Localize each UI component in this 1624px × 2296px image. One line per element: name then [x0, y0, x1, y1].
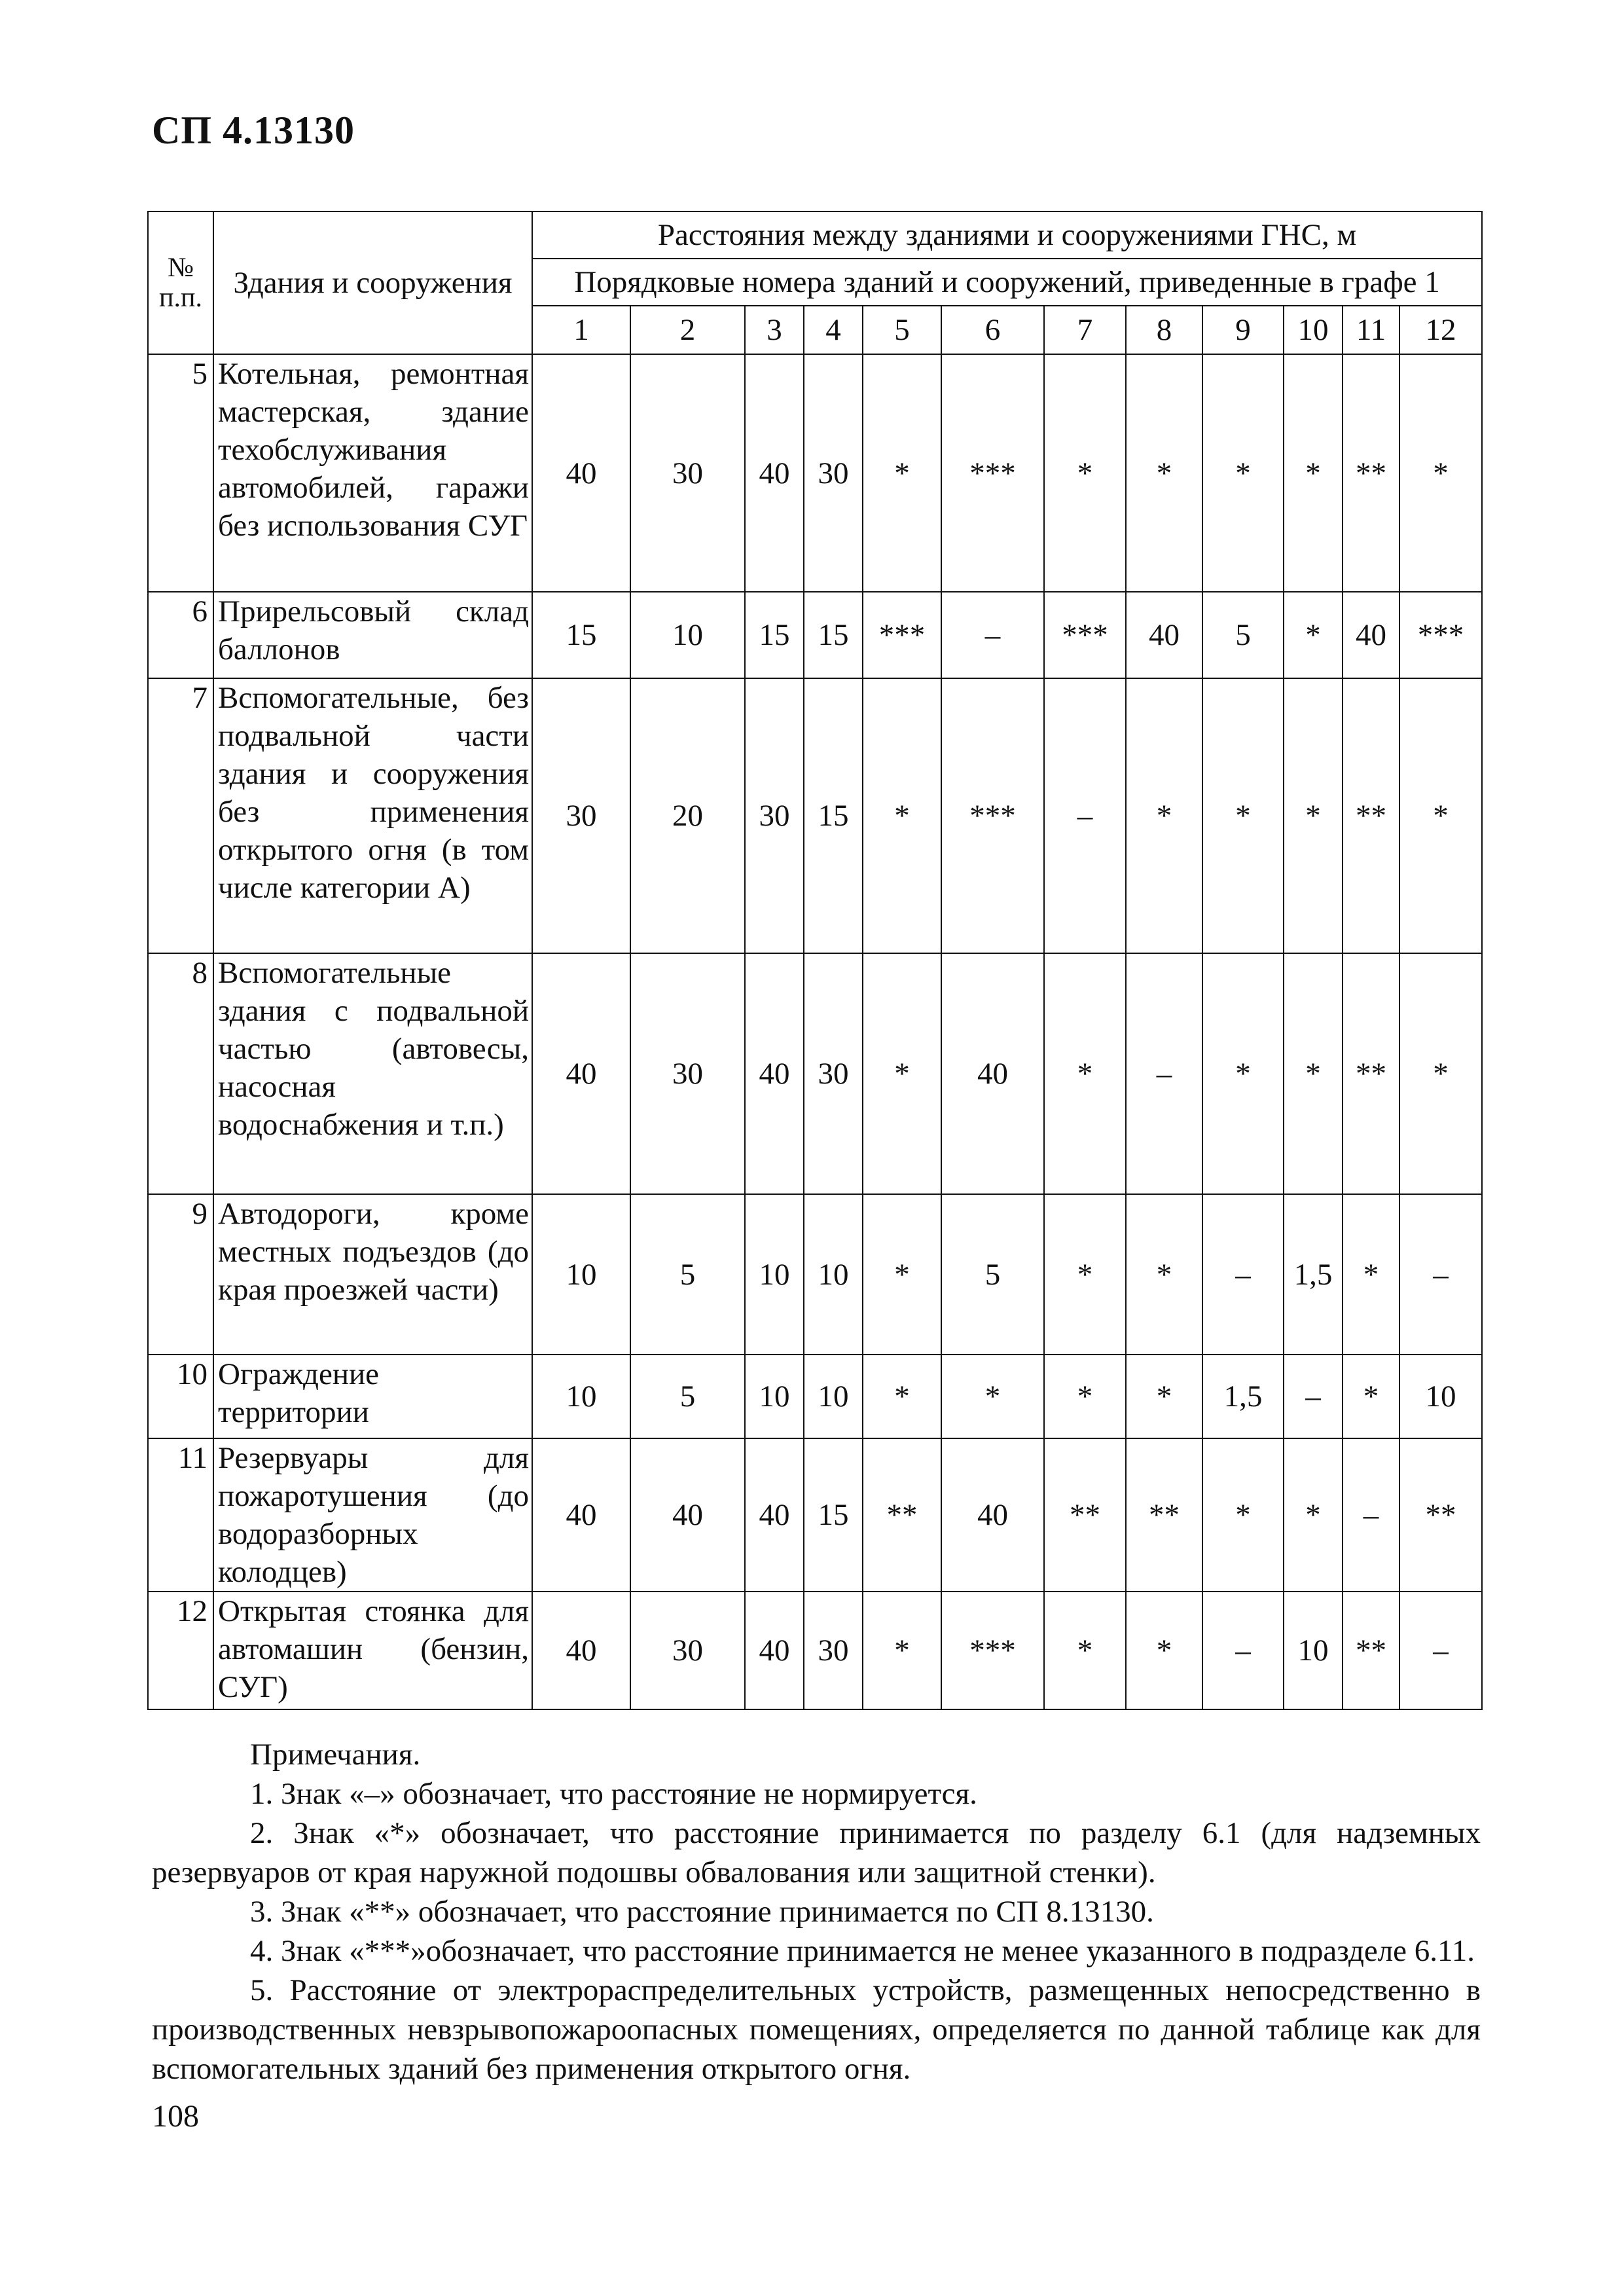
- distance-value: *: [1284, 953, 1343, 1194]
- distance-value: 1,5: [1202, 1355, 1284, 1438]
- distance-value: 30: [630, 953, 745, 1194]
- distance-value: ***: [941, 1592, 1044, 1709]
- distance-value: ***: [1399, 592, 1482, 678]
- column-number-header: 5: [863, 306, 941, 354]
- distance-value: 15: [804, 1438, 863, 1592]
- column-number-header: 11: [1343, 306, 1399, 354]
- distance-value: 1,5: [1284, 1194, 1343, 1355]
- distance-value: *: [1044, 1355, 1126, 1438]
- distance-value: *: [1126, 678, 1202, 953]
- distance-value: *: [1126, 1355, 1202, 1438]
- distance-value: *: [1044, 1194, 1126, 1355]
- table-row: [148, 953, 1482, 1194]
- table-row: [148, 1592, 1482, 1709]
- note-item: 4. Знак «***»обозначает, что расстояние принимается не менее указанного в подразделе 6.11.: [250, 1934, 1475, 1968]
- distance-value: 40: [532, 354, 630, 592]
- building-name: Открытая стоянка для автомашин (бензин, СУГ): [213, 1592, 532, 1709]
- distance-value: **: [1044, 1438, 1126, 1592]
- column-number-header: 12: [1399, 306, 1482, 354]
- distance-value: 10: [804, 1355, 863, 1438]
- distance-value: *: [1399, 354, 1482, 592]
- distance-value: 40: [745, 1592, 804, 1709]
- distance-value: 5: [941, 1194, 1044, 1355]
- page-number: 108: [152, 2099, 199, 2134]
- distance-value: 10: [745, 1355, 804, 1438]
- distance-value: *: [1343, 1194, 1399, 1355]
- distance-value: *: [1202, 953, 1284, 1194]
- distance-value: *: [863, 1592, 941, 1709]
- distance-value: 30: [630, 354, 745, 592]
- distance-value: *: [1202, 354, 1284, 592]
- distance-value: ***: [941, 354, 1044, 592]
- distance-value: ***: [863, 592, 941, 678]
- column-number-header: 1: [532, 306, 630, 354]
- table-row: [148, 1355, 1482, 1438]
- distance-value: *: [1044, 1592, 1126, 1709]
- distance-value: *: [1399, 678, 1482, 953]
- distance-value: 15: [804, 678, 863, 953]
- table-row: [148, 354, 1482, 592]
- distance-table: [147, 211, 1483, 1710]
- distance-value: **: [1343, 678, 1399, 953]
- distance-value: 10: [1399, 1355, 1482, 1438]
- row-number: 7: [148, 678, 213, 953]
- distance-value: 40: [745, 354, 804, 592]
- distance-value: *: [1284, 1438, 1343, 1592]
- distance-value: 30: [630, 1592, 745, 1709]
- row-number: 8: [148, 953, 213, 1194]
- distance-value: *: [863, 1355, 941, 1438]
- distance-value: 15: [804, 592, 863, 678]
- distance-value: 40: [1343, 592, 1399, 678]
- distance-value: 30: [804, 953, 863, 1194]
- document-code: СП 4.13130: [152, 109, 355, 152]
- distance-value: *: [863, 953, 941, 1194]
- distance-value: 5: [630, 1194, 745, 1355]
- distance-value: 40: [941, 953, 1044, 1194]
- column-number-header: 4: [804, 306, 863, 354]
- building-name: Резервуары для пожаротушения (до водоразборных колодцев): [213, 1438, 532, 1592]
- column-number-header: 7: [1044, 306, 1126, 354]
- distance-value: **: [863, 1438, 941, 1592]
- notes-section: [152, 1735, 1481, 2088]
- distance-value: **: [1343, 354, 1399, 592]
- note-item: 1. Знак «–» обозначает, что расстояние не нормируется.: [250, 1777, 977, 1811]
- distance-value: 15: [532, 592, 630, 678]
- row-number: 9: [148, 1194, 213, 1355]
- table-row: [148, 592, 1482, 678]
- distance-value: **: [1126, 1438, 1202, 1592]
- note-item: 3. Знак «**» обозначает, что расстояние принимается по СП 8.13130.: [250, 1895, 1154, 1929]
- distance-value: **: [1343, 1592, 1399, 1709]
- column-number-header: 9: [1202, 306, 1284, 354]
- distance-value: *: [1044, 354, 1126, 592]
- distance-value: 30: [745, 678, 804, 953]
- distance-value: –: [941, 592, 1044, 678]
- distance-value: –: [1126, 953, 1202, 1194]
- distance-value: ***: [1044, 592, 1126, 678]
- distance-value: *: [941, 1355, 1044, 1438]
- header-building-name: Здания и сооружения: [213, 211, 532, 354]
- notes-title: Примечания.: [250, 1738, 421, 1772]
- distance-value: *: [1126, 1194, 1202, 1355]
- distance-value: ***: [941, 678, 1044, 953]
- distance-value: –: [1343, 1438, 1399, 1592]
- distance-value: 10: [804, 1194, 863, 1355]
- distance-value: 40: [941, 1438, 1044, 1592]
- table-row: [148, 1438, 1482, 1592]
- distance-value: 40: [745, 1438, 804, 1592]
- distance-value: *: [1044, 953, 1126, 1194]
- column-number-header: 2: [630, 306, 745, 354]
- row-number: 12: [148, 1592, 213, 1709]
- distance-value: 10: [1284, 1592, 1343, 1709]
- distance-value: *: [1202, 678, 1284, 953]
- distance-value: **: [1399, 1438, 1482, 1592]
- building-name: Ограждение территории: [213, 1355, 532, 1438]
- header-distances: Расстояния между зданиями и сооружениями ГНС, м: [532, 211, 1482, 259]
- distance-value: 10: [630, 592, 745, 678]
- table-row: [148, 678, 1482, 953]
- distance-value: 30: [804, 1592, 863, 1709]
- row-number: 11: [148, 1438, 213, 1592]
- building-name: Автодороги, кроме местных подъездов (до края проезжей части): [213, 1194, 532, 1355]
- header-row-number: № п.п.: [148, 211, 213, 354]
- distance-value: 40: [532, 953, 630, 1194]
- distance-value: 30: [532, 678, 630, 953]
- distance-value: 40: [532, 1592, 630, 1709]
- distance-value: *: [863, 1194, 941, 1355]
- distance-value: –: [1202, 1194, 1284, 1355]
- distance-value: 40: [745, 953, 804, 1194]
- distance-value: 10: [532, 1355, 630, 1438]
- distance-value: 10: [532, 1194, 630, 1355]
- column-number-header: 8: [1126, 306, 1202, 354]
- distance-value: *: [1126, 1592, 1202, 1709]
- building-name: Котельная, ремонтная мастерская, здание техобслуживания автомобилей, гаражи без использования СУГ: [213, 354, 532, 592]
- note-item: 2. Знак «*» обозначает, что расстояние принимается по разделу 6.1 (для надземных резервуаров от края наружной подошвы обвалования или защитной стенки).: [152, 1816, 1481, 1889]
- distance-value: *: [863, 354, 941, 592]
- distance-value: 10: [745, 1194, 804, 1355]
- distance-value: 5: [630, 1355, 745, 1438]
- distance-value: 40: [1126, 592, 1202, 678]
- header-ordinal-numbers: Порядковые номера зданий и сооружений, приведенные в графе 1: [532, 259, 1482, 306]
- distance-value: 40: [532, 1438, 630, 1592]
- distance-value: *: [863, 678, 941, 953]
- distance-value: –: [1284, 1355, 1343, 1438]
- distance-value: 30: [804, 354, 863, 592]
- distance-value: –: [1202, 1592, 1284, 1709]
- distance-value: *: [1399, 953, 1482, 1194]
- distance-value: *: [1284, 592, 1343, 678]
- building-name: Вспомогательные здания с подвальной частью (автовесы, насосная водоснабжения и т.п.): [213, 953, 532, 1194]
- column-number-header: 3: [745, 306, 804, 354]
- note-item: 5. Расстояние от электрораспределительных устройств, размещенных непосредственно в производственных невзрывопожароопасных помещениях, определяется по данной таблице как для вспомогательных зданий без применения открытого огня.: [152, 1973, 1481, 2086]
- table-row: [148, 1194, 1482, 1355]
- distance-value: *: [1284, 354, 1343, 592]
- distance-value: *: [1202, 1438, 1284, 1592]
- distance-value: 5: [1202, 592, 1284, 678]
- row-number: 10: [148, 1355, 213, 1438]
- column-number-header: 10: [1284, 306, 1343, 354]
- row-number: 6: [148, 592, 213, 678]
- distance-value: 15: [745, 592, 804, 678]
- column-number-header: 6: [941, 306, 1044, 354]
- distance-value: *: [1343, 1355, 1399, 1438]
- building-name: Вспомогательные, без подвальной части здания и сооружения без применения открытого огня (в том числе категории А): [213, 678, 532, 953]
- distance-value: **: [1343, 953, 1399, 1194]
- row-number: 5: [148, 354, 213, 592]
- distance-value: *: [1126, 354, 1202, 592]
- distance-value: *: [1284, 678, 1343, 953]
- distance-value: –: [1044, 678, 1126, 953]
- building-name: Прирельсовый склад баллонов: [213, 592, 532, 678]
- distance-value: –: [1399, 1194, 1482, 1355]
- distance-value: 20: [630, 678, 745, 953]
- distance-value: 40: [630, 1438, 745, 1592]
- distance-value: –: [1399, 1592, 1482, 1709]
